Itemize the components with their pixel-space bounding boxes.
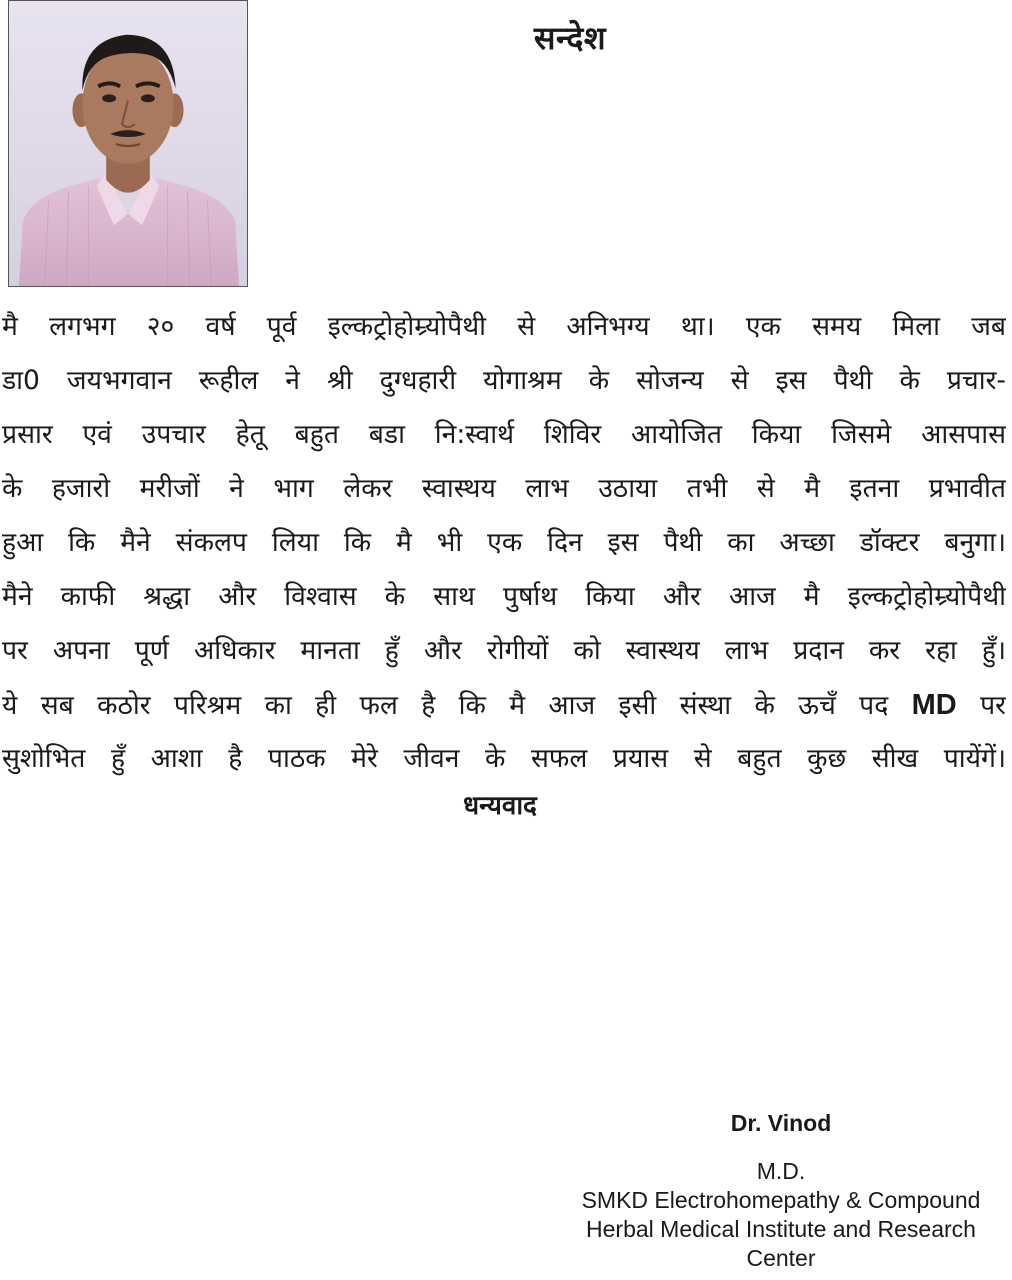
message-line-3: प्रसार एवं उपचार हेतू बहुत बडा नि:स्वार्थ शिविर आयोजित किया जिसमे आसपास: [2, 419, 1006, 450]
message-line-2: डा0 जयभगवान रूहील ने श्री दुग्धहारी योगाश्रम के सोजन्य से इस पैथी के प्रचार-: [2, 365, 1006, 396]
message-line-7: पर अपना पूर्ण अधिकार मानता हुँ और रोगीयों को स्वास्थय लाभ प्रदान कर रहा हुँ।: [2, 635, 1006, 666]
person-portrait-icon: [9, 1, 247, 286]
message-line-8-end: पर: [980, 690, 1006, 721]
message-line-9: सुशोभित हुँ आशा है पाठक मेरे जीवन के सफल प्रयास से बहुत कुछ सीख पायेंगें।: [2, 743, 1006, 774]
signature-degree: M.D.: [756, 1158, 806, 1184]
message-line-4: के हजारो मरीजों ने भाग लेकर स्वास्थय लाभ उठाया तभी से मै इतना प्रभावीत: [2, 473, 1006, 504]
message-line-8: [2, 678, 1006, 732]
signature-institute-line-3: Center: [746, 1245, 816, 1271]
md-degree-highlight: MD: [911, 689, 957, 721]
closing-thanks: धन्यवाद: [463, 791, 537, 821]
message-line-8-start: ये सब कठोर परिश्रम का ही फल है कि मै आज इसी संस्था के ऊचँ पद: [2, 690, 889, 721]
signature-institute-line-2: Herbal Medical Institute and Research: [586, 1216, 976, 1242]
message-line-1: मै लगभग २० वर्ष पूर्व इल्कट्रोहोम्र्योपैथी से अनिभग्य था। एक समय मिला जब: [2, 311, 1006, 342]
page-title: सन्देश: [533, 19, 607, 57]
signature-name: Dr. Vinod: [730, 1110, 832, 1136]
message-body: [2, 300, 1006, 786]
message-line-5: हुआ कि मैने संकलप लिया कि मै भी एक दिन इस पैथी का अच्छा डॉक्टर बनुगा।: [2, 527, 1006, 558]
portrait-photo: [8, 0, 248, 287]
message-line-6: मैने काफी श्रद्धा और विश्वास के साथ पुर्षाथ किया और आज मै इल्कट्रोहोम्र्योपैथी: [2, 581, 1006, 612]
signature-institute-line-1: SMKD Electrohomepathy & Compound: [581, 1187, 981, 1213]
signature-block: [550, 1105, 1012, 1273]
